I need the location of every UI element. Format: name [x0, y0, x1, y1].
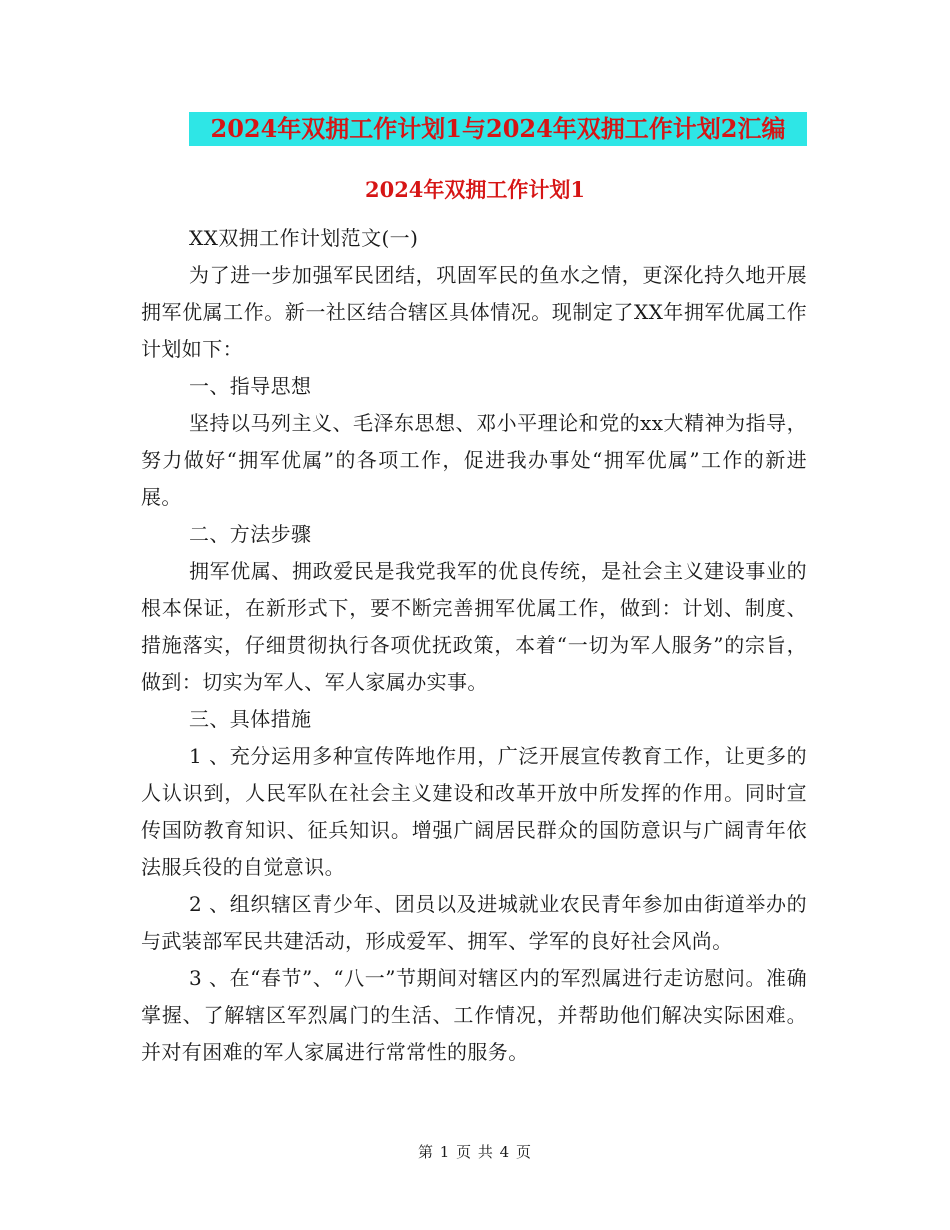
heading-guiding-ideology: 一、指导思想 — [189, 374, 312, 398]
paragraph-methods-steps: 拥军优属、拥政爱民是我党我军的优良传统，是社会主义建设事业的根本保证，在新形式下，要不断完善拥军优属工作，做到：计划、制度、措施落实，仔细贯彻执行各项优抚政策，本着“一切为军人服务”的宗旨，做到：切实为军人、军人家属办实事。 — [141, 559, 807, 694]
heading-specific-measures: 三、具体措施 — [189, 707, 312, 731]
paragraph-measure-1: 1 、充分运用多种宣传阵地作用，广泛开展宣传教育工作，让更多的人认识到，人民军队在社会主义建设和改革开放中所发挥的作用。同时宣传国防教育知识、征兵知识。增强广阔居民群众的国防意识与广阔青年依法服兵役的自觉意识。 — [141, 744, 807, 879]
document-main-title: 2024年双拥工作计划1与2024年双拥工作计划2汇编 — [189, 112, 807, 146]
section-title: 2024年双拥工作计划1 — [364, 177, 586, 202]
page-footer: 第 1 页 共 4 页 — [418, 1143, 532, 1161]
paragraph-measure-3: 3 、在“春节”、“八一”节期间对辖区内的军烈属进行走访慰问。准确掌握、了解辖区军烈属门的生活、工作情况，并帮助他们解决实际困难。并对有困难的军人家属进行常常性的服务。 — [141, 966, 807, 1064]
paragraph-guiding-ideology: 坚持以马列主义、毛泽东思想、邓小平理论和党的xx大精神为指导，努力做好“拥军优属”的各项工作，促进我办事处“拥军优属”工作的新进展。 — [141, 411, 807, 509]
paragraph-measure-2: 2 、组织辖区青少年、团员以及进城就业农民青年参加由街道举办的与武装部军民共建活动，形成爱军、拥军、学军的良好社会风尚。 — [141, 892, 807, 953]
document-body — [141, 220, 807, 1071]
heading-methods-steps: 二、方法步骤 — [189, 522, 312, 546]
paragraph-intro: 为了进一步加强军民团结，巩固军民的鱼水之情，更深化持久地开展拥军优属工作。新一社区结合辖区具体情况。现制定了XX年拥军优属工作计划如下： — [141, 263, 807, 361]
paragraph-subtitle: XX双拥工作计划范文(一) — [189, 226, 419, 250]
